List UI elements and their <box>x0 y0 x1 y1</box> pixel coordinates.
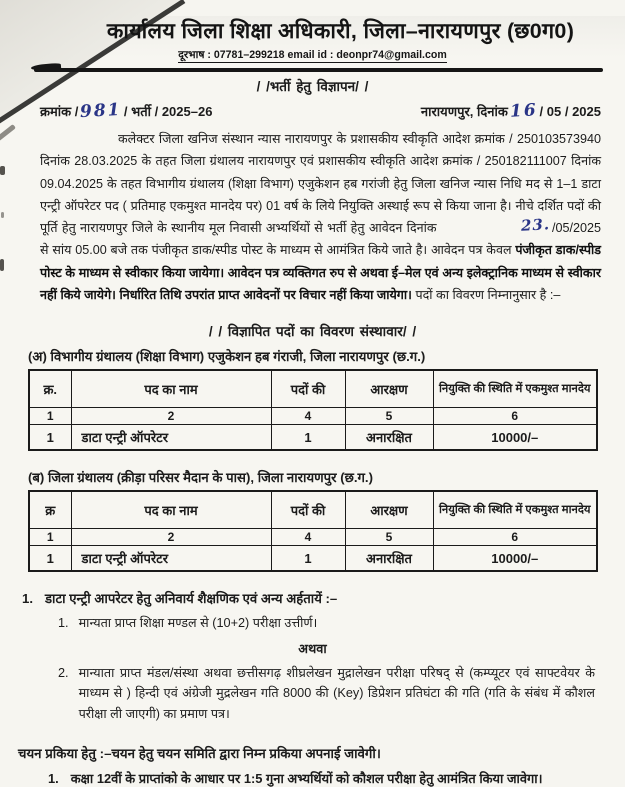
section-b-label: (ब) जिला ग्रंथालय (क्रीड़ा परिसर मैदान के पास), जिला नारायणपुर (छ.ग.) <box>28 470 373 486</box>
item-number: 2. <box>58 665 69 680</box>
intro-bold-notice: पंजीकृत डाक/स्पीड पोस्ट के माध्यम से स्वीकार किया जायेगा। आवेदन पत्र व्यक्तिगत रुप से अथवा ई–मेल एवं अन्य इलेक्ट्रानिक माध्यम से स्वीकार नहीं किये जायेगे। निर्धारित तिथि उपरांत प्राप्त आवेदनों पर विचार नहीं किया जायेगा। <box>40 243 601 303</box>
colnum-cell: 2 <box>71 408 271 425</box>
place-date <box>421 102 601 120</box>
colnum-cell: 1 <box>29 529 71 546</box>
place-date-prefix: नारायणपुर, दिनांक <box>420 104 508 119</box>
handwritten-ref-number: 981 <box>79 99 123 123</box>
qualifications-heading <box>22 589 605 607</box>
post-name-cell: डाटा एन्ट्री ऑपरेटर <box>71 546 271 572</box>
item-text: कक्षा 12वीं के प्राप्तांको के आधार पर 1:5 गुना अभ्यर्थियों को कौशल परीक्षा हेतु आमंत्रित किया जावेगा। <box>70 771 543 787</box>
selection-item-1 <box>48 769 609 787</box>
intro-tail: पदों का विवरण निम्नानुसार है :– <box>415 288 561 303</box>
item-number: 1. <box>48 771 59 787</box>
posts-table-b <box>28 490 598 572</box>
col-post-name: पद का नाम <box>71 370 271 408</box>
header-rule <box>34 68 603 72</box>
place-date-suffix: / 05 / 2025 <box>539 104 601 119</box>
listing-heading: / / विज्ञापित पदों का विवरण संस्थावार/ / <box>208 324 417 340</box>
col-serial: क्र. <box>29 370 71 408</box>
posts-table-a <box>28 369 598 451</box>
col-honorarium: नियुक्ति की स्थिति में एकमुश्त मानदेय <box>433 370 597 408</box>
intro-lead: कलेक्टर जिला खनिज संस्थान न्यास नारायणपुर के प्रशासकीय स्वीकृति आदेश क्रमांक / 250103573940 दिनांक 28.03.2025 के तहत जिला ग्रंथालय नारायणपुर एवं प्रशासकीय स्वीकृति आदेश क्रमांक / 250182111007 दिनांक 09.04.2025 के तहत विभागीय ग्रंथालय (शिक्षा विभाग) एजुकेशन हब गरांजी हेतु जिला खनिज न्यास निधि मद से 1–1 डाटा एन्ट्री ऑपरेटर पद ( प्रतिमाह एकमुश्त मानदेय पर) 01 वर्ष के लिये नियुक्ति अस्थाई रूप से किया जाना है। नीचे दर्शित पदों की पूर्ति हेतु नारायणपुर जिले के स्थानीय मूल निवासी अभ्यर्थियों से भर्ती हेतु आवेदन दिनांक <box>40 132 601 236</box>
table-a-header-row <box>29 370 597 408</box>
reservation-cell: अनारक्षित <box>345 546 433 572</box>
honorarium-cell: 10000/– <box>433 425 597 451</box>
item-text: मान्यता प्राप्त शिक्षा मण्डल से (10+2) परीक्षा उत्तीर्ण। <box>78 616 318 631</box>
colnum-cell: 6 <box>433 408 597 425</box>
colnum-cell: 4 <box>271 408 345 425</box>
item-text: मान्याता प्राप्त मंडल/संस्था अथवा छत्तीसगढ़ शीघ्रलेखन मुद्रालेखन परीक्षा परिषद् से (कम्प्यूटर एवं साफ्टवेयर के माध्यम से ) हिन्दी एवं अंग्रेजी मुद्रलेखन गति 8000 की (Key) डिप्रेशन प्रतिघंटा की गति (गति के संबंध में कौशल परीक्षा ली जाएगी) का प्रमाण पत्र। <box>78 665 595 721</box>
honorarium-cell: 10000/– <box>433 546 597 572</box>
reference-line <box>40 99 601 123</box>
table-b-data-row <box>29 546 597 572</box>
col-post-count: पदों की <box>271 491 345 529</box>
colnum-cell: 2 <box>71 529 271 546</box>
post-count-cell: 1 <box>271 425 345 451</box>
table-b-header-row <box>29 491 597 529</box>
notice-document <box>0 16 625 787</box>
serial-cell: 1 <box>29 546 71 572</box>
ref-suffix: / भर्ती / 2025–26 <box>123 104 213 119</box>
col-post-name: पद का नाम <box>71 491 271 529</box>
colnum-cell: 1 <box>29 408 71 425</box>
col-reservation: आरक्षण <box>345 491 433 529</box>
serial-cell: 1 <box>29 425 71 451</box>
colnum-cell: 5 <box>345 529 433 546</box>
qualifications-heading-text: डाटा एन्ट्री आपरेटर हेतु अनिवार्य शैक्षणिक एवं अन्य अर्हतायें :– <box>45 591 338 607</box>
intro-paragraph <box>40 128 601 306</box>
qualifications-number: 1. <box>22 591 33 607</box>
handwritten-application-date: 23. <box>520 215 551 235</box>
handwritten-issue-date: 16 <box>509 100 539 122</box>
col-post-count: पदों की <box>271 370 345 408</box>
colnum-cell: 5 <box>345 408 433 425</box>
post-name-cell: डाटा एन्ट्री ऑपरेटर <box>71 425 271 451</box>
col-serial: क्र <box>29 491 71 529</box>
advertisement-banner: / /भर्ती हेतु विज्ञापन/ / <box>256 79 369 94</box>
colnum-cell: 6 <box>433 529 597 546</box>
contact-line <box>0 48 625 62</box>
intro-after-date: /05/2025 से सांय 05.00 बजे तक पंजीकृत डाक/स्पीड पोस्ट के माध्यम से आमंत्रित किये जाते है। आवेदन पत्र केवल <box>40 221 601 258</box>
post-count-cell: 1 <box>271 546 345 572</box>
table-b-colnum-row <box>29 529 597 546</box>
reservation-cell: अनारक्षित <box>345 425 433 451</box>
qualification-item-1 <box>58 613 595 634</box>
selection-process-heading: चयन प्रकिया हेतु :–चयन हेतु चयन समिति द्वारा निम्न प्रकिया अपनाई जावेगी। <box>18 746 381 762</box>
col-honorarium: नियुक्ति की स्थिति में एकमुश्त मानदेय <box>433 491 597 529</box>
col-reservation: आरक्षण <box>345 370 433 408</box>
table-a-colnum-row <box>29 408 597 425</box>
or-separator: अथवा <box>298 640 327 656</box>
item-number: 1. <box>58 616 69 631</box>
contact-text: दूरभाष : 07781–299218 email id : deonpr74@gmail.com <box>178 49 447 61</box>
section-a-label: (अ) विभागीय ग्रंथालय (शिक्षा विभाग) एजुकेशन हब गंराजी, जिला नारायणपुर (छ.ग.) <box>28 349 426 365</box>
ref-prefix: क्रमांक / <box>40 104 79 119</box>
table-a-data-row <box>29 425 597 451</box>
office-title: कार्यालय जिला शिक्षा अधिकारी, जिला–नारायणपुर (छ0ग0) <box>106 19 575 43</box>
reference-number <box>40 99 213 123</box>
colnum-cell: 4 <box>271 529 345 546</box>
